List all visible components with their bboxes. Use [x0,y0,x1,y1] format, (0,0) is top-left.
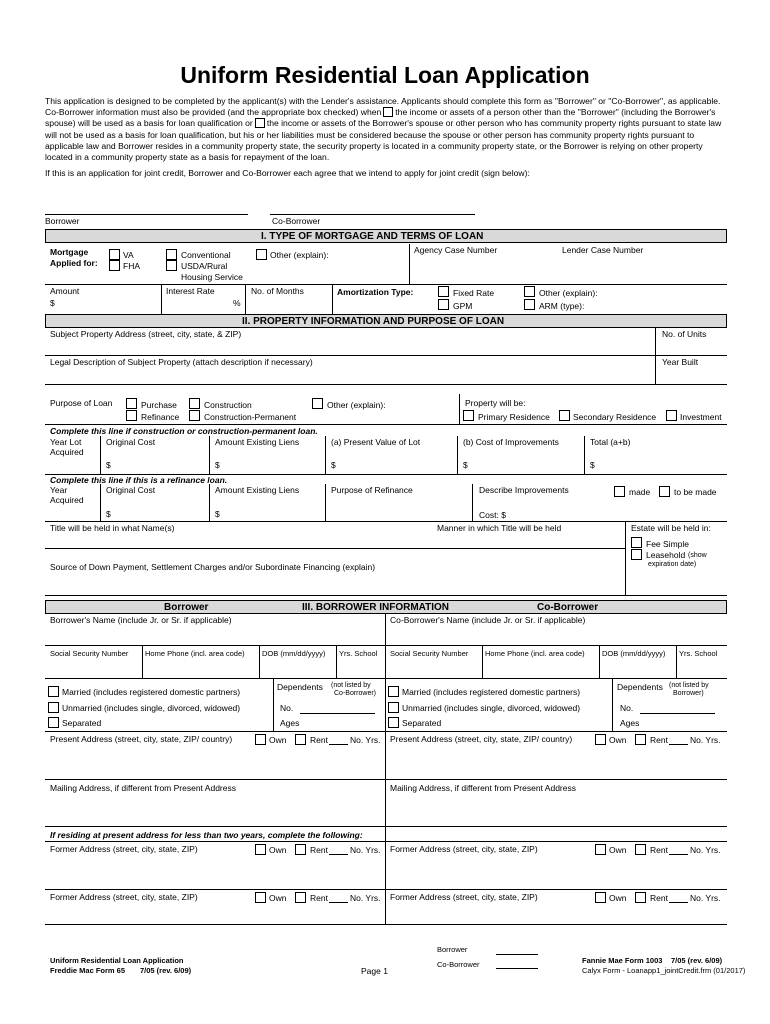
divider [409,244,410,284]
footer-borrower-initials-label: Borrower [437,945,468,954]
coborrower-former-2-own-checkbox[interactable] [595,892,606,903]
construction-label: Construction [204,400,252,410]
borrower-former-1-yrs-label: No. Yrs. [350,845,381,855]
dollar-2: $ [215,460,220,470]
no-months-label: No. of Months [251,286,304,296]
arm-label: ARM (type): [539,301,585,311]
divider [655,328,656,384]
footer-coborrower-initials-line[interactable] [496,968,538,969]
describe-improvements-label: Describe Improvements [479,485,569,495]
section-3-header [45,600,727,614]
interest-rate-label: Interest Rate [166,286,215,296]
borrower-ssn-label: Social Security Number [50,649,129,658]
borrower-former-1-yrs-line[interactable] [329,854,348,855]
borrower-name-label: Borrower's Name (include Jr. or Sr. if applicable) [50,615,232,625]
coborrower-dependents-label: Dependents [617,682,663,692]
usda-label-2: Housing Service [181,272,243,282]
gpm-label: GPM [453,301,473,311]
fee-simple-label: Fee Simple [646,539,689,549]
borrower-dependents-no-line[interactable] [300,713,375,714]
divider [142,645,143,678]
footer-fannie-mae: Fannie Mae Form 1003 [582,956,663,965]
coborrower-dob-label: DOB (mm/dd/yyyy) [602,649,666,658]
intro-part-3: the income or assets of the Borrower's spouse or other person who has community property rights pursuant to state law will not be used as a basis for loan qualification, but his or her liabilities must be considered because the spouse or other person has community property rights pursuant to applicable law and Borrower resides in a community property state, the security property is located in a community property state, or the Borrower is relying on other property located in a community property state as a basis for repayment of the loan. [45,118,722,163]
intro-text [45,96,730,184]
to-be-made-label: to be made [674,487,717,497]
coborrower-phone-label: Home Phone (incl. area code) [485,649,585,658]
coborrower-former-2-yrs-line[interactable] [669,902,688,903]
divider [100,436,101,474]
coborrower-income-checkbox[interactable] [383,107,393,117]
coborrower-former-1-own-checkbox[interactable] [595,844,606,855]
footer-form-name: Uniform Residential Loan Application [50,956,184,965]
borrower-former-2-rent-label: Rent [310,893,328,903]
coborrower-married-checkbox[interactable] [388,686,399,697]
other-amortization-label: Other (explain): [539,288,598,298]
arm-checkbox[interactable] [524,299,535,310]
coborrower-dependents-ages: Ages [620,718,640,728]
borrower-separated-checkbox[interactable] [48,717,59,728]
borrower-phone-label: Home Phone (incl. area code) [145,649,245,658]
borrower-former-2-yrs-label: No. Yrs. [350,893,381,903]
present-value-label: (a) Present Value of Lot [331,437,421,447]
coborrower-school-label: Yrs. School [679,649,718,658]
refinance-line-label: Complete this line if this is a refinance loan. [50,475,228,485]
amount-existing-refi-label: Amount Existing Liens [215,485,300,495]
secondary-residence-checkbox[interactable] [559,410,570,421]
coborrower-dependents-no-line[interactable] [640,713,715,714]
coborrower-dependents-no: No. [620,703,634,713]
no-units-label: No. of Units [662,329,707,339]
coborrower-signature-label: Co-Borrower [272,216,321,226]
divider [100,484,101,522]
footer-freddie-rev: 7/05 (rev. 6/09) [140,966,192,975]
refinance-checkbox[interactable] [126,410,137,421]
coborrower-unmarried-label: Unmarried (includes single, divorced, widowed) [402,703,581,713]
borrower-former-1-rent-checkbox[interactable] [295,844,306,855]
divider [45,779,727,780]
divider [45,924,727,925]
coborrower-not-listed-1: (not listed by [669,682,709,689]
borrower-header: Borrower [164,602,209,613]
coborrower-former-1-own-label: Own [609,845,627,855]
conventional-label: Conventional [181,250,231,260]
intro-part-2: the income or assets of a person other than the "Borrower" (including the Borrower's spouse) will be used as a basis for loan qualification or [45,107,716,129]
borrower-present-address-label: Present Address (street, city, state, ZIP/ country) [50,734,233,744]
borrower-former-1-own-label: Own [269,845,287,855]
year-lot-label-1: Year Lot [50,437,82,447]
borrower-dependents-ages: Ages [280,718,300,728]
coborrower-yrs-line[interactable] [669,744,688,745]
coborrower-own-checkbox[interactable] [595,734,606,745]
coborrower-former-1-yrs-label: No. Yrs. [690,845,721,855]
coborrower-header: Co-Borrower [537,602,599,613]
borrower-own-checkbox[interactable] [255,734,266,745]
borrower-former-1-rent-label: Rent [310,845,328,855]
intro-part-1: This application is designed to be completed by the applicant(s) with the Lender's assistance. Applicants should complete this form as "Borrower" or "Co-Borrower", as applicable. Co-Borrower information must also be provided (and the appropriate box checked) when [45,96,721,118]
borrower-yrs-line[interactable] [329,744,348,745]
divider [259,645,260,678]
other-mortgage-checkbox[interactable] [256,249,267,260]
va-checkbox[interactable] [109,249,120,260]
dollar-4: $ [463,460,468,470]
borrower-former-2-rent-checkbox[interactable] [295,892,306,903]
usda-label-1: USDA/Rural [181,261,228,271]
coborrower-former-1-yrs-line[interactable] [669,854,688,855]
fha-checkbox[interactable] [109,260,120,271]
coborrower-former-2-yrs-label: No. Yrs. [690,893,721,903]
divider [625,521,626,595]
borrower-signature-line[interactable] [45,214,248,215]
coborrower-former-1-rent-checkbox[interactable] [635,844,646,855]
source-down-label: Source of Down Payment, Settlement Charges and/or Subordinate Financing (explain) [50,562,376,572]
divider [45,889,727,890]
mortgage-applied-label-1: Mortgage [50,247,89,257]
amortization-label: Amortization Type: [337,287,414,297]
other-amortization-checkbox[interactable] [524,286,535,297]
coborrower-no-yrs-label: No. Yrs. [690,735,721,745]
page-title: Uniform Residential Loan Application [180,62,590,88]
coborrower-former-2-rent-checkbox[interactable] [635,892,646,903]
coborrower-former-2-own-label: Own [609,893,627,903]
divider [45,841,727,842]
leasehold-show-label: (show [688,552,707,559]
divider [332,284,333,314]
gpm-checkbox[interactable] [438,299,449,310]
purpose-label: Purpose of Loan [50,398,113,408]
agency-case-label: Agency Case Number [414,245,498,255]
divider [325,436,326,474]
section-1-title: I. TYPE OF MORTGAGE AND TERMS OF LOAN [261,231,484,242]
coborrower-own-label: Own [609,735,627,745]
legal-description-label: Legal Description of Subject Property (attach description if necessary) [50,357,313,367]
divider [45,355,727,356]
borrower-rent-label: Rent [310,735,328,745]
joint-credit-text: If this is an application for joint credit, Borrower and Co-Borrower each agree that we intend to apply for joint credit (sign below): [45,168,530,179]
original-cost-label: Original Cost [106,437,156,447]
coborrower-married-label: Married (includes registered domestic partners) [402,687,581,697]
borrower-separated-label: Separated [62,718,102,728]
year-acquired-label-2: Acquired [50,495,84,505]
leasehold-label: Leasehold [646,550,686,560]
dollar-6: $ [106,509,111,519]
investment-checkbox[interactable] [666,410,677,421]
coborrower-former-2-rent-label: Rent [650,893,668,903]
coborrower-separated-checkbox[interactable] [388,717,399,728]
center-divider [385,614,386,924]
divider [45,731,727,732]
borrower-own-label: Own [269,735,287,745]
construction-checkbox[interactable] [189,398,200,409]
coborrower-ssn-label: Social Security Number [390,649,469,658]
primary-residence-label: Primary Residence [478,412,550,422]
borrower-former-2-own-label: Own [269,893,287,903]
footer-freddie-mac: Freddie Mac Form 65 [50,966,126,975]
coborrower-not-listed-2: Borrower) [673,690,704,697]
construction-line-label: Complete this line if construction or construction-permanent loan. [50,426,318,436]
made-checkbox[interactable] [614,486,625,497]
divider [482,645,483,678]
borrower-rent-checkbox[interactable] [295,734,306,745]
borrower-married-label: Married (includes registered domestic partners) [62,687,241,697]
divider [472,484,473,522]
borrower-not-listed-2: Co-Borrower) [334,690,377,697]
fixed-rate-label: Fixed Rate [453,288,495,298]
divider [459,394,460,424]
to-be-made-checkbox[interactable] [659,486,670,497]
other-purpose-checkbox[interactable] [312,398,323,409]
borrower-unmarried-checkbox[interactable] [48,702,59,713]
dollar-5: $ [590,460,595,470]
borrower-former-2-yrs-line[interactable] [329,902,348,903]
coborrower-mailing-label: Mailing Address, if different from Present Address [390,783,576,793]
divider [209,484,210,522]
borrower-former-2-own-checkbox[interactable] [255,892,266,903]
coborrower-former-address-2-label: Former Address (street, city, state, ZIP) [390,892,538,902]
footer-fannie-rev: 7/05 (rev. 6/09) [671,956,723,965]
coborrower-name-label: Co-Borrower's Name (include Jr. or Sr. if applicable) [390,615,586,625]
divider [45,284,727,285]
divider [45,384,727,385]
borrower-unmarried-label: Unmarried (includes single, divorced, widowed) [62,703,241,713]
made-label: made [629,487,651,497]
secondary-residence-label: Secondary Residence [573,412,657,422]
coborrower-present-address-label: Present Address (street, city, state, ZIP/ country) [390,734,573,744]
section-2-title: II. PROPERTY INFORMATION AND PURPOSE OF LOAN [242,316,505,327]
investment-label: Investment [680,412,722,422]
purchase-label: Purchase [141,400,177,410]
divider [599,645,600,678]
fixed-rate-checkbox[interactable] [438,286,449,297]
coborrower-separated-label: Separated [402,718,442,728]
divider [325,484,326,522]
borrower-signature-label: Borrower [45,216,80,226]
primary-residence-checkbox[interactable] [463,410,474,421]
divider [676,645,677,678]
divider [584,436,585,474]
original-cost-refi-label: Original Cost [106,485,156,495]
year-lot-label-2: Acquired [50,447,84,457]
borrower-mailing-label: Mailing Address, if different from Present Address [50,783,236,793]
borrower-married-checkbox[interactable] [48,686,59,697]
divider [45,645,727,646]
borrower-dependents-no: No. [280,703,294,713]
borrower-not-listed-1: (not listed by [331,682,371,689]
other-mortgage-label: Other (explain): [270,250,329,260]
dollar-3: $ [331,460,336,470]
estate-label: Estate will be held in: [631,523,711,533]
divider [45,826,727,827]
borrower-school-label: Yrs. School [339,649,378,658]
fee-simple-checkbox[interactable] [631,537,642,548]
section-2-header [45,314,727,328]
coborrower-former-1-rent-label: Rent [650,845,668,855]
fha-label: FHA [123,261,140,271]
property-will-be-label: Property will be: [465,398,526,408]
coborrower-unmarried-checkbox[interactable] [388,702,399,713]
year-acquired-label-1: Year [50,485,68,495]
year-built-label: Year Built [662,357,699,367]
borrower-former-address-2-label: Former Address (street, city, state, ZIP) [50,892,198,902]
cost-improvements-label: (b) Cost of Improvements [463,437,559,447]
divider [45,595,727,596]
divider [245,284,246,314]
dollar-1: $ [106,460,111,470]
borrower-former-1-own-checkbox[interactable] [255,844,266,855]
title-names-label: Title will be held in what Name(s) [50,523,175,533]
manner-label: Manner in which Title will be held [437,523,562,533]
borrower-former-address-1-label: Former Address (street, city, state, ZIP) [50,844,198,854]
two-years-label: If residing at present address for less than two years, complete the following: [50,830,363,840]
amount-label: Amount [50,286,80,296]
subject-address-label: Subject Property Address (street, city, state, & ZIP) [50,329,242,339]
refinance-label: Refinance [141,412,180,422]
divider [45,424,727,425]
divider [336,645,337,678]
footer-coborrower-initials-label: Co-Borrower [437,960,480,969]
divider [457,436,458,474]
total-label: Total (a+b) [590,437,631,447]
divider [161,284,162,314]
amount-existing-label: Amount Existing Liens [215,437,300,447]
purchase-checkbox[interactable] [126,398,137,409]
dollar-7: $ [215,509,220,519]
divider [612,678,613,731]
cost-label: Cost: $ [479,510,506,520]
coborrower-signature-line[interactable] [270,214,475,215]
borrower-dependents-label: Dependents [277,682,323,692]
spouse-community-checkbox[interactable] [255,118,265,128]
footer-page-number: Page 1 [361,966,388,976]
section-1-header [45,229,727,243]
other-purpose-label: Other (explain): [327,400,386,410]
va-label: VA [123,250,134,260]
borrower-dob-label: DOB (mm/dd/yyyy) [262,649,326,658]
coborrower-rent-checkbox[interactable] [635,734,646,745]
mortgage-applied-label-2: Applied for: [50,258,98,268]
conventional-checkbox[interactable] [166,249,177,260]
divider [45,678,727,679]
lender-case-label: Lender Case Number [562,245,644,255]
leasehold-expiration-label: expiration date) [648,561,697,568]
section-3-title: III. BORROWER INFORMATION [302,602,450,613]
coborrower-former-address-1-label: Former Address (street, city, state, ZIP) [390,844,538,854]
borrower-no-yrs-label: No. Yrs. [350,735,381,745]
construction-perm-label: Construction-Permanent [204,412,297,422]
divider [209,436,210,474]
divider [273,678,274,731]
amount-dollar: $ [50,298,55,308]
leasehold-checkbox[interactable] [631,549,642,560]
percent-sign: % [233,298,241,308]
construction-perm-checkbox[interactable] [189,410,200,421]
footer-borrower-initials-line[interactable] [496,954,538,955]
divider [45,548,625,549]
coborrower-rent-label: Rent [650,735,668,745]
footer-calyx: Calyx Form - Loanapp1_jointCredit.frm (01/2017) [582,966,746,975]
usda-checkbox[interactable] [166,260,177,271]
purpose-refinance-label: Purpose of Refinance [331,485,413,495]
